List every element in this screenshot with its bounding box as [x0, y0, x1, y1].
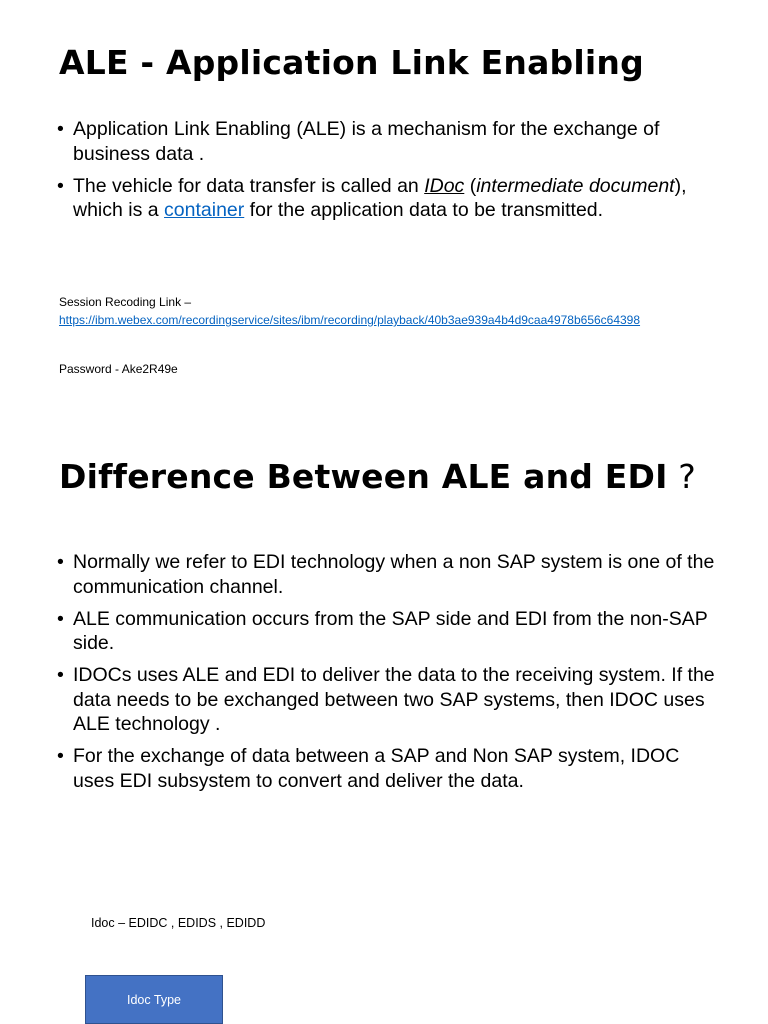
list-item	[57, 607, 723, 656]
ale-bullet-list	[57, 117, 723, 230]
idoc-tables-text: Idoc – EDIDC , EDIDS , EDIDD	[91, 916, 266, 930]
list-item	[57, 550, 723, 599]
bullet-text-part: for the application data to be transmitted.	[244, 199, 604, 221]
section-title	[59, 458, 696, 496]
list-item	[57, 663, 723, 737]
section-title-text: Difference Between ALE and EDI	[59, 457, 668, 496]
bullet-text: IDOCs uses ALE and EDI to deliver the data to the receiving system. If the data needs to be exchanged between two SAP systems, then IDOC uses ALE technology .	[73, 664, 715, 735]
idoc-type-box	[85, 975, 223, 1024]
session-recording-label: Session Recoding Link –	[59, 295, 192, 309]
bullet-text: Application Link Enabling (ALE) is a mechanism for the exchange of business data .	[73, 118, 660, 165]
list-item	[57, 744, 723, 793]
container-link[interactable]: container	[164, 199, 245, 221]
section-title-suffix: ?	[667, 457, 697, 496]
page-title: ALE - Application Link Enabling	[59, 43, 644, 82]
bullet-text-part: The vehicle for data transfer is called an	[73, 174, 425, 197]
password-text: Password - Ake2R49e	[59, 362, 178, 376]
idoc-type-label: Idoc Type	[127, 992, 181, 1007]
list-item	[57, 117, 723, 166]
bullet-text-part: ), which is a	[73, 174, 687, 221]
ale-edi-difference-list	[57, 550, 723, 801]
bullet-text: ALE communication occurs from the SAP side and EDI from the non-SAP side.	[73, 607, 708, 654]
list-item	[57, 174, 723, 223]
bullet-text: Normally we refer to EDI technology when a non SAP system is one of the communication channel.	[73, 551, 715, 598]
bullet-text-part: (	[464, 174, 477, 197]
intermediate-document-term: intermediate document	[476, 174, 675, 197]
idoc-term: IDoc	[424, 174, 465, 197]
bullet-text: For the exchange of data between a SAP and Non SAP system, IDOC uses EDI subsystem to convert and deliver the data.	[73, 745, 680, 792]
session-recording-link[interactable]: https://ibm.webex.com/recordingservice/sites/ibm/recording/playback/40b3ae939a4b4d9caa4978b656c64398	[59, 313, 641, 327]
